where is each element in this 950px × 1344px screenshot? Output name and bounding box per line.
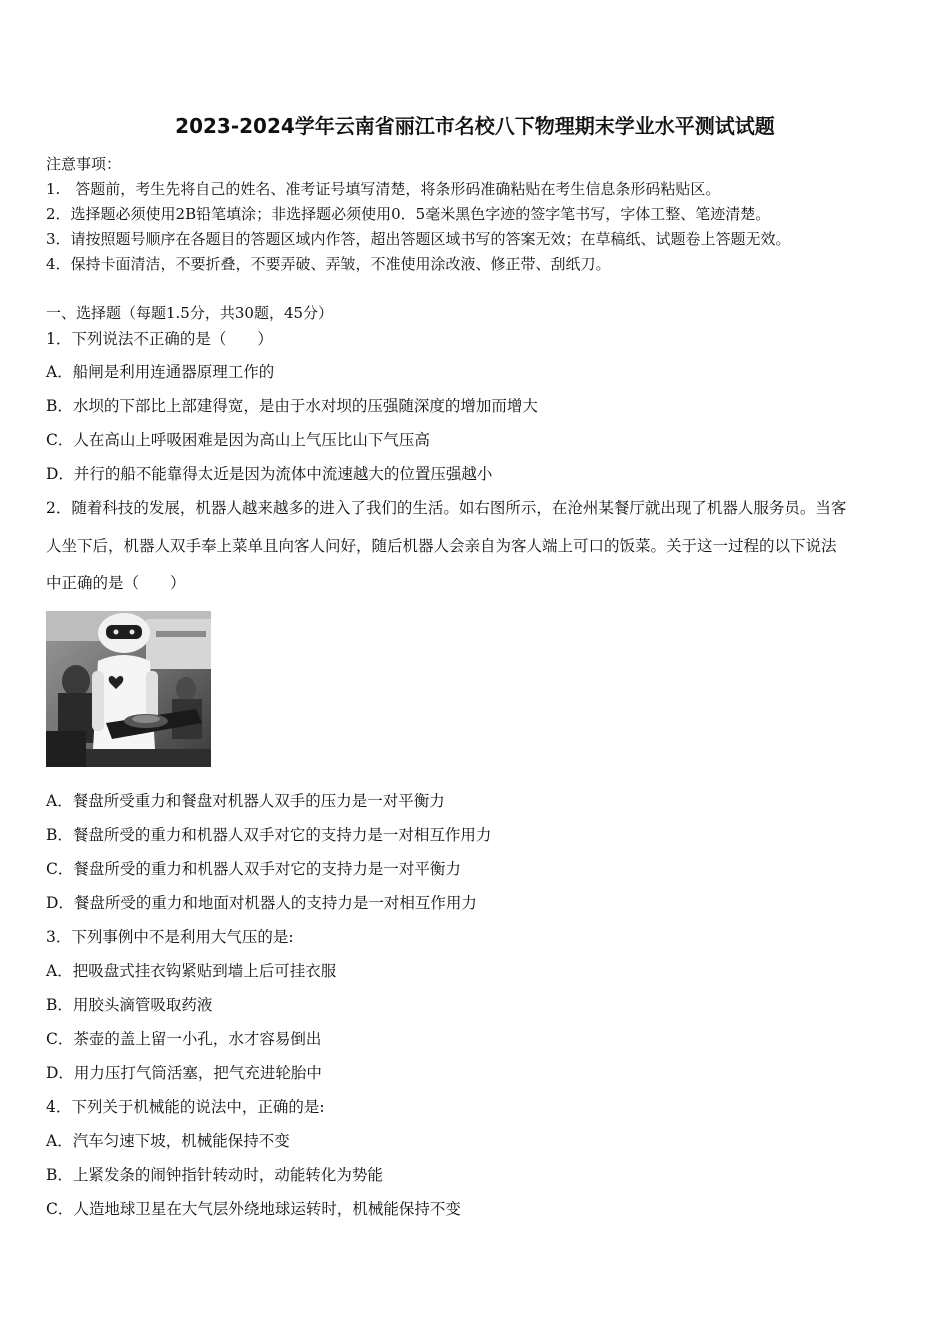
robot-waiter-photo (46, 611, 211, 767)
question-3-option-b: B．用胶头滴管吸取药液 (46, 996, 213, 1014)
question-1-option-c: C．人在高山上呼吸困难是因为高山上气压比山下气压高 (46, 431, 430, 449)
question-2-option-b: B．餐盘所受的重力和机器人双手对它的支持力是一对相互作用力 (46, 826, 492, 844)
question-3-option-c: C．茶壶的盖上留一小孔，水才容易倒出 (46, 1030, 322, 1048)
question-1-option-a: A．船闸是利用连通器原理工作的 (46, 363, 275, 381)
notice-item-4: 4．保持卡面清洁，不要折叠，不要弄破、弄皱，不准使用涂改液、修正带、刮纸刀。 (46, 255, 611, 273)
question-4-stem: 4．下列关于机械能的说法中，正确的是: (46, 1098, 325, 1116)
notice-heading: 注意事项： (46, 155, 122, 173)
question-4-option-a: A．汽车匀速下坡，机械能保持不变 (46, 1132, 290, 1150)
question-2-stem-line-1: 2．随着科技的发展，机器人越来越多的进入了我们的生活。如右图所示，在沧州某餐厅就出现了机器人服务员。当客 (46, 499, 847, 517)
question-4-option-c: C．人造地球卫星在大气层外绕地球运转时，机械能保持不变 (46, 1200, 461, 1218)
question-2-option-a: A．餐盘所受重力和餐盘对机器人双手的压力是一对平衡力 (46, 792, 445, 810)
question-2-stem-line-2: 人坐下后，机器人双手奉上菜单且向客人问好，随后机器人会亲自为客人端上可口的饭菜。关于这一过程的以下说法 (46, 537, 837, 555)
question-2-option-c: C．餐盘所受的重力和机器人双手对它的支持力是一对平衡力 (46, 860, 461, 878)
notice-item-1: 1. 答题前，考生先将自己的姓名、准考证号填写清楚，将条形码准确粘贴在考生信息条形码粘贴区。 (46, 180, 721, 198)
question-2-stem-line-3: 中正确的是（ ） (46, 574, 186, 592)
question-3-stem: 3．下列事例中不是利用大气压的是: (46, 928, 294, 946)
notice-item-3: 3．请按照题号顺序在各题目的答题区域内作答，超出答题区域书写的答案无效；在草稿纸、试题卷上答题无效。 (46, 230, 791, 248)
question-3-option-a: A．把吸盘式挂衣钩紧贴到墙上后可挂衣服 (46, 962, 337, 980)
notice-item-2: 2．选择题必须使用2B铅笔填涂；非选择题必须使用0．5毫米黑色字迹的签字笔书写，字体工整、笔迹清楚。 (46, 205, 771, 223)
question-1-option-b: B．水坝的下部比上部建得宽，是由于水对坝的压强随深度的增加而增大 (46, 397, 538, 415)
page-title: 2023-2024学年云南省丽江市名校八下物理期末学业水平测试试题 (175, 114, 775, 138)
question-1-option-d: D．并行的船不能靠得太近是因为流体中流速越大的位置压强越小 (46, 465, 493, 483)
question-2-option-d: D．餐盘所受的重力和地面对机器人的支持力是一对相互作用力 (46, 894, 477, 912)
section-heading: 一、选择题（每题1.5分，共30题，45分） (46, 304, 334, 322)
question-4-option-b: B．上紧发条的闹钟指针转动时，动能转化为势能 (46, 1166, 383, 1184)
question-3-option-d: D．用力压打气筒活塞，把气充进轮胎中 (46, 1064, 322, 1082)
question-1-stem: 1．下列说法不正确的是（ ） (46, 330, 273, 348)
